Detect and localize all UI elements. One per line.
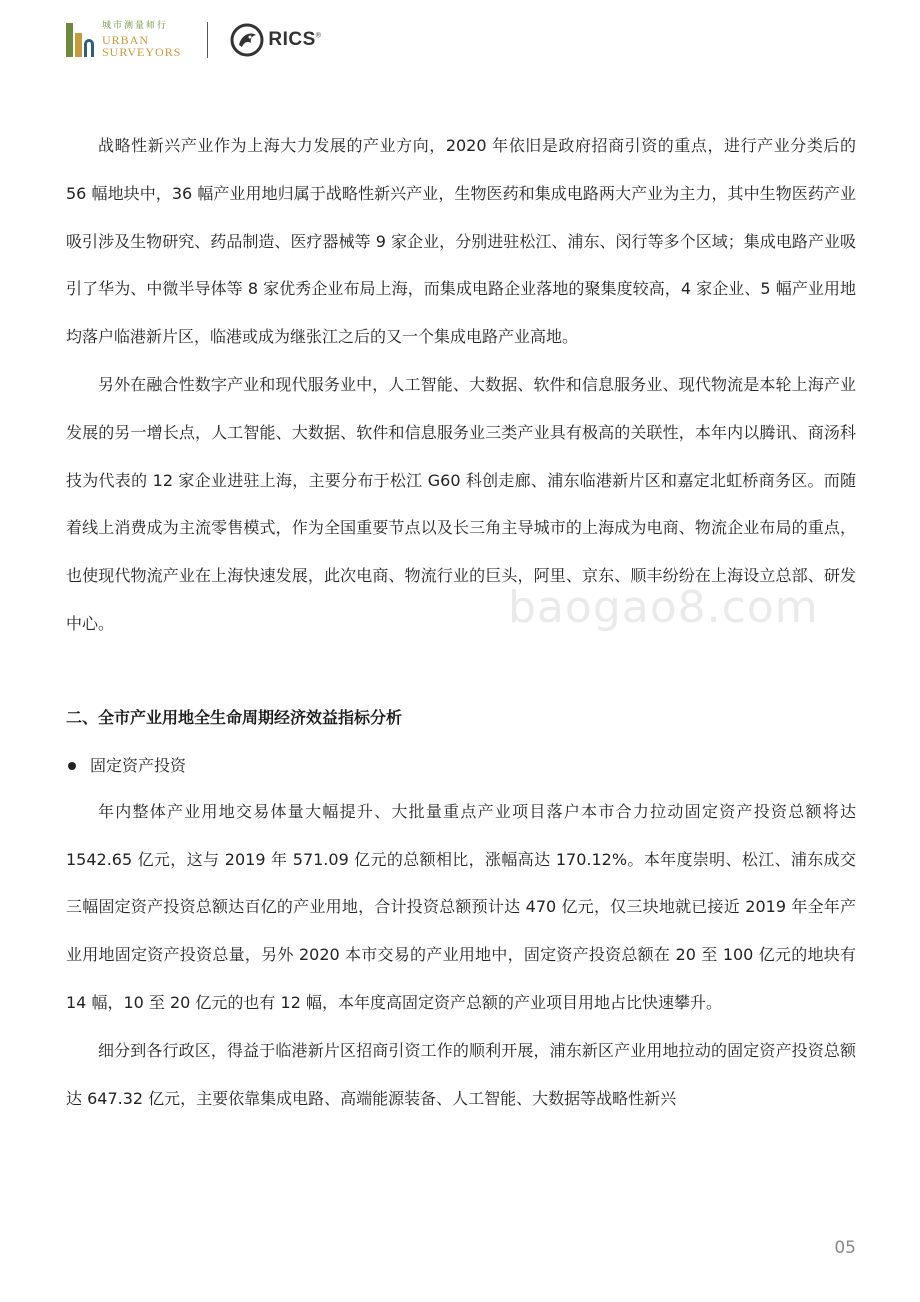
urban-surveyors-logo-icon [66, 21, 96, 59]
urban-surveyors-en-line1: URBAN [102, 33, 150, 47]
section-title: 二、全市产业用地全生命周期经济效益指标分析 [66, 707, 403, 727]
header-divider [207, 22, 208, 58]
paragraph-strategic-industries: 战略性新兴产业作为上海大力发展的产业方向，2020 年依旧是政府招商引资的重点，进行产业分类后的 56 幅地块中，36 幅产业用地归属于战略性新兴产业，生物医药和集成电路两大产业为主力，其中生物医药产业吸引涉及生物研究、药品制造、医疗器械等 9 家企业，分别进驻松江、浦东、闵行等多个区域；集成电路产业吸引了华为、中微半导体等 8 家优秀企业布局上海，而集成电路企业落地的聚集度较高，4 家企业、5 幅产业用地均落户临港新片区，临港或成为继张江之后的又一个集成电路产业高地。 [66, 136, 856, 347]
paragraph-district-breakdown: 细分到各行政区，得益于临港新片区招商引资工作的顺利开展，浦东新区产业用地拉动的固定资产投资总额达 647.32 亿元，主要依靠集成电路、高端能源装备、人工智能、大数据等战略性新兴 [66, 1040, 856, 1108]
bullet-label: 固定资产投资 [90, 755, 187, 775]
rics-wordmark: RICS® [268, 29, 322, 50]
bullet-dot-icon [68, 762, 76, 770]
watermark: baogao8.com [508, 582, 819, 633]
paragraph-investment-total: 年内整体产业用地交易体量大幅提升、大批量重点产业项目落户本市合力拉动固定资产投资总额将达 1542.65 亿元，这与 2019 年 571.09 亿元的总额相比，涨幅高达 170.12%。本年度崇明、松江、浦东成交三幅固定资产投资总额达百亿的产业用地，合计投资总额预计达 470 亿元，仅三块地就已接近 2019 年全年产业用地固定资产投资总量，另外 2020 本市交易的产业用地中，固定资产投资总额在 20 至 100 亿元的地块有 14 幅，10 至 20 亿元的也有 12 幅，本年度高固定资产总额的产业项目用地占比快速攀升。 [66, 801, 856, 1012]
paragraph-digital-services: 另外在融合性数字产业和现代服务业中，人工智能、大数据、软件和信息服务业、现代物流是本轮上海产业发展的另一增长点，人工智能、大数据、软件和信息服务业三类产业具有极高的关联性，本年内以腾讯、商汤科技为代表的 12 家企业进驻上海，主要分布于松江 G60 科创走廊、浦东临港新片区和嘉定北虹桥商务区。而随着线上消费成为主流零售模式，作为全国重要节点以及长三角主导城市的上海成为电商、物流企业布局的重点，也使现代物流产业在上海快速发展，此次电商、物流行业的巨头，阿里、京东、顺丰纷纷在上海设立总部、研发中心。 [66, 374, 856, 633]
page-header [66, 18, 321, 62]
urban-surveyors-cn: 城市测量师行 [102, 21, 169, 31]
bullet-fixed-asset-investment [66, 744, 856, 788]
urban-surveyors-wordmark [102, 22, 181, 58]
urban-surveyors-en-line2: SURVEYORS [102, 45, 182, 59]
main-content [66, 122, 856, 1122]
page-number: 05 [834, 1238, 856, 1258]
rics-lion-icon [230, 23, 264, 57]
